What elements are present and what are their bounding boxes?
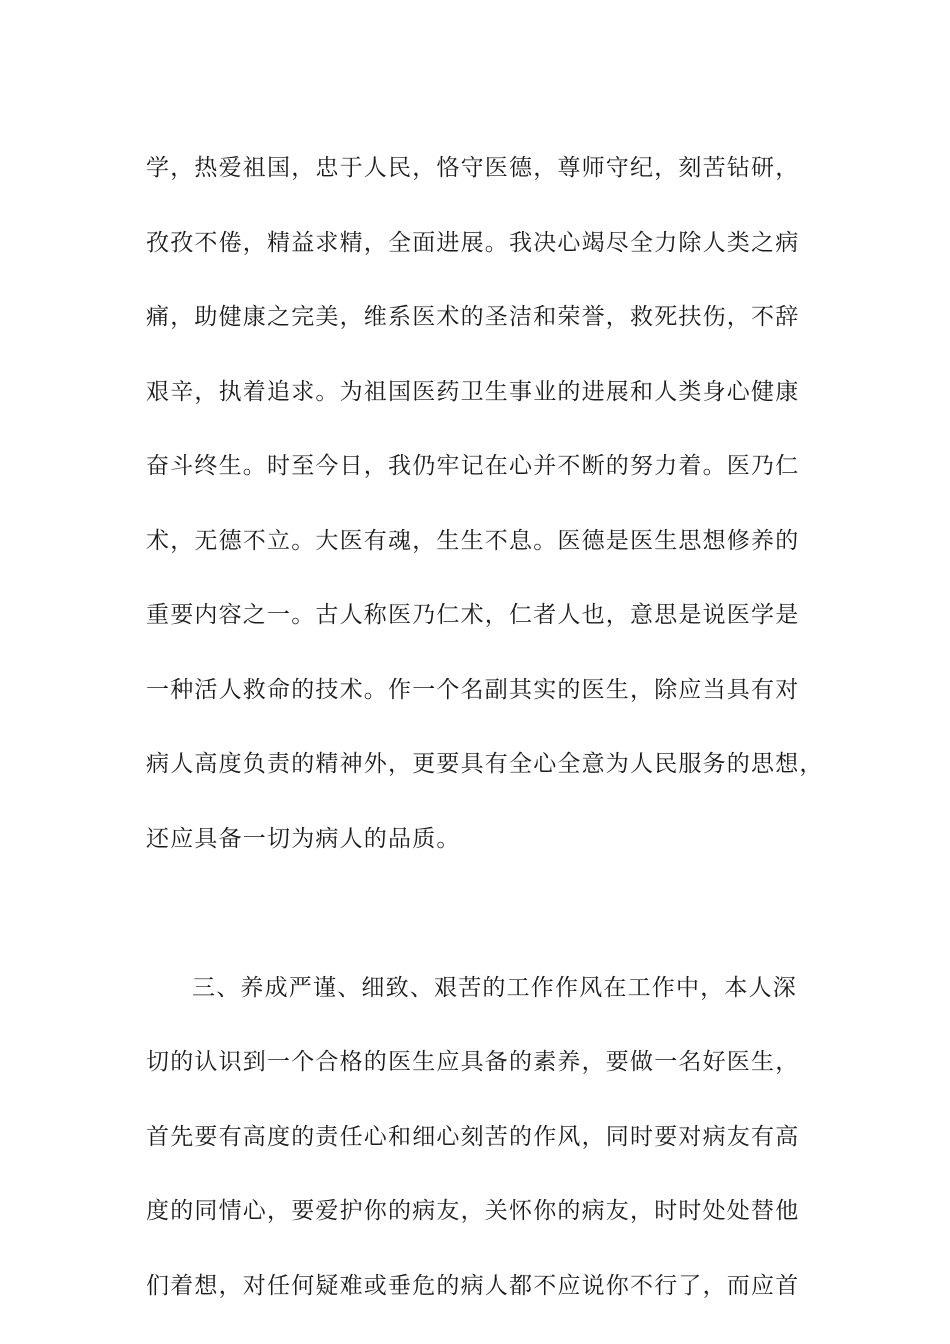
text-line: 度的同情心，要爱护你的病友，关怀你的病友，时时处处替他 xyxy=(146,1198,800,1224)
text-line: 痛，助健康之完美，维系医术的圣洁和荣誉，救死扶伤，不辞 xyxy=(146,304,800,330)
blank-line xyxy=(146,876,806,951)
text-line: 艰辛，执着追求。为祖国医药卫生事业的进展和人类身心健康 xyxy=(146,378,800,405)
text-line: 一种活人救命的技术。作一个名副其实的医生，除应当具有对 xyxy=(146,676,800,703)
text-line: 奋斗终生。时至今日，我仍牢记在心并不断的努力着。医乃仁 xyxy=(146,453,800,479)
paragraph-start-line: 三、养成严谨、细致、艰苦的工作作风在工作中，本人深 xyxy=(192,974,797,1001)
text-line: 病人高度负责的精神外，更要具有全心全意为人民服务的思想， xyxy=(146,751,824,777)
text-line: 学，热爱祖国，忠于人民，恪守医德，尊师守纪，刻苦钻研， xyxy=(146,155,800,181)
text-line: 还应具备一切为病人的品质。 xyxy=(146,825,461,852)
text-line: 孜孜不倦，精益求精，全面进展。我决心竭尽全力除人类之病 xyxy=(146,229,800,256)
body-text xyxy=(146,131,824,1323)
text-line: 重要内容之一。古人称医乃仁术，仁者人也，意思是说医学是 xyxy=(146,602,800,628)
text-line: 术，无德不立。大医有魂，生生不息。医德是医生思想修养的 xyxy=(146,527,800,554)
text-line: 首先要有高度的责任心和细心刻苦的作风，同时要对病友有高 xyxy=(146,1123,800,1150)
text-line: 们着想，对任何疑难或垂危的病人都不应说你不行了，而应首 xyxy=(146,1272,800,1299)
text-line: 切的认识到一个合格的医生应具备的素养，要做一名好医生， xyxy=(146,1049,800,1075)
